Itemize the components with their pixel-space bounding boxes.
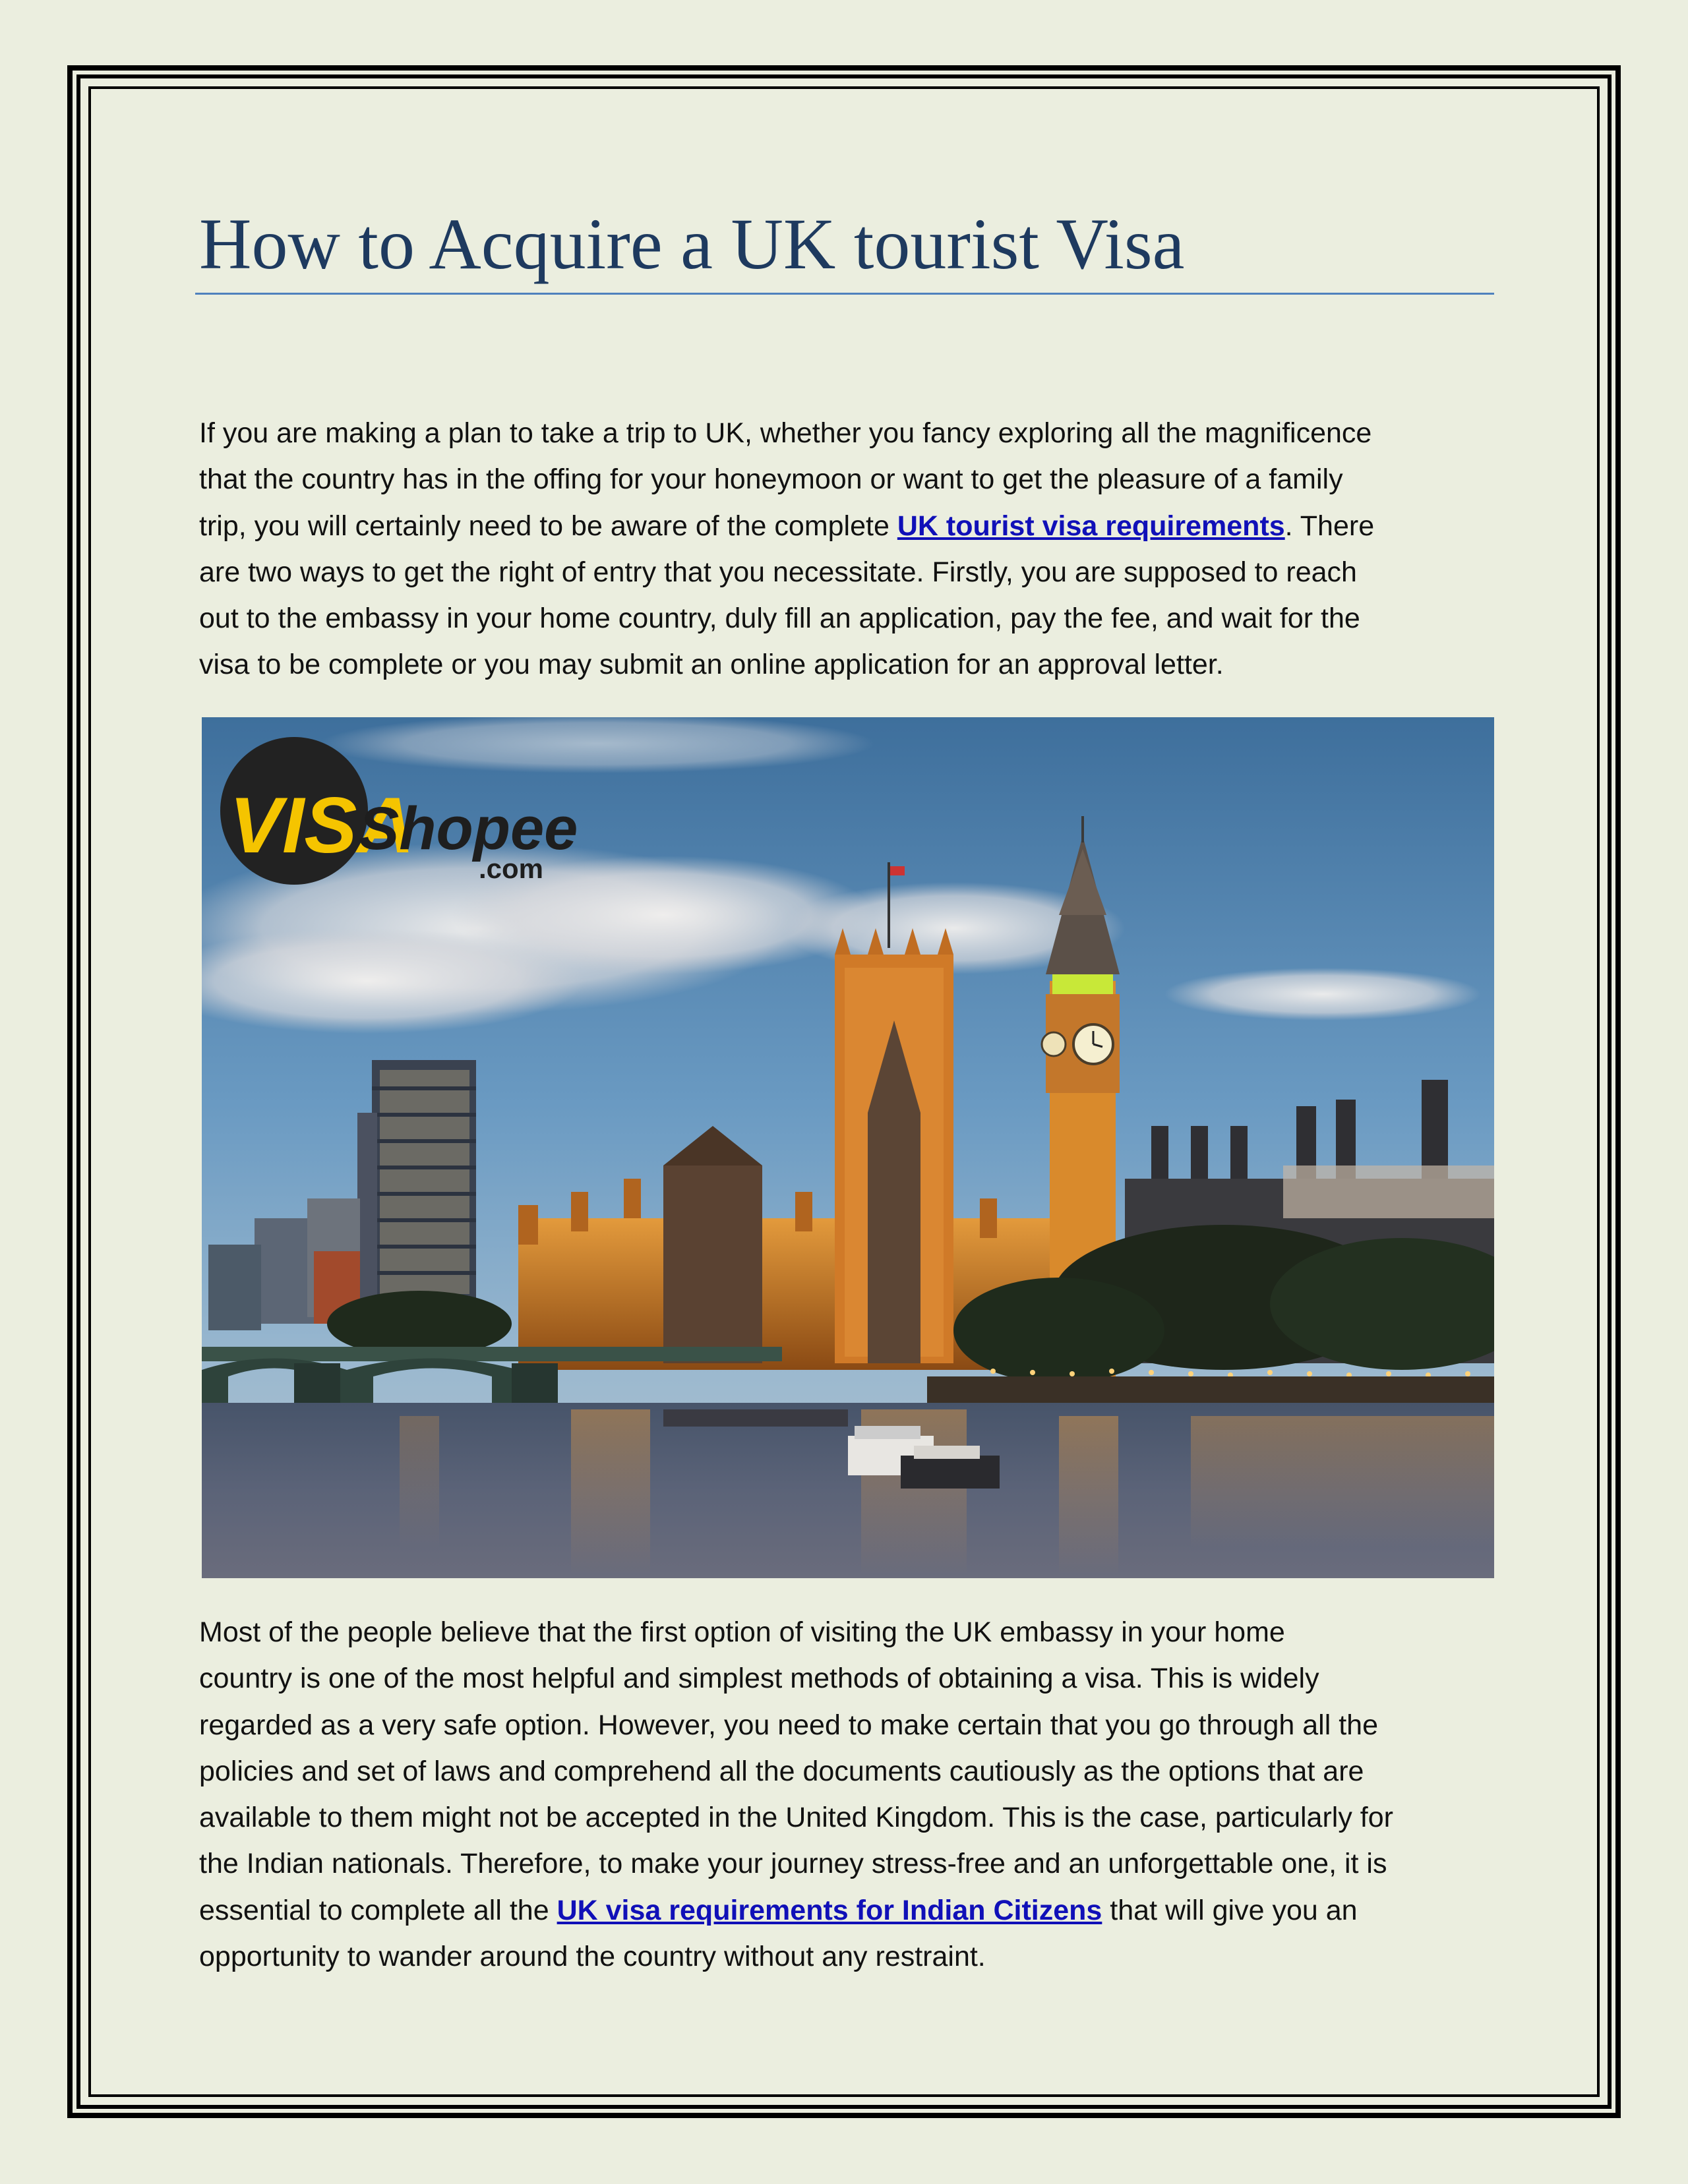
paragraph-line: opportunity to wander around the country without any restraint. xyxy=(199,1941,986,1973)
paragraph-line: out to the embassy in your home country, duly fill an application, pay the fee, and wait for the xyxy=(199,603,1360,635)
paragraph-line: policies and set of laws and comprehend all the documents cautiously as the options that are xyxy=(199,1755,1364,1787)
paragraph-line: that the country has in the offing for your honeymoon or want to get the pleasure of a family xyxy=(199,463,1343,496)
uk-visa-requirements-indian-citizens-link[interactable]: UK visa requirements for Indian Citizens xyxy=(557,1894,1102,1926)
paragraph-text: essential to complete all the xyxy=(199,1894,557,1926)
paragraph-line: Most of the people believe that the first option of visiting the UK embassy in your home xyxy=(199,1616,1285,1648)
intro-paragraph xyxy=(199,410,1505,688)
svg-text:Shopee: Shopee xyxy=(359,795,578,862)
paragraph-line: available to them might not be accepted in the United Kingdom. This is the case, particularly for xyxy=(199,1802,1393,1834)
svg-text:.com: .com xyxy=(479,853,544,884)
page-title: How to Acquire a UK tourist Visa xyxy=(199,204,1185,284)
paragraph-line: country is one of the most helpful and simplest methods of obtaining a visa. This is widely xyxy=(199,1663,1319,1695)
paragraph-text: that will give you an xyxy=(1102,1894,1358,1926)
paragraph-text: trip, you will certainly need to be aware of the complete xyxy=(199,510,897,542)
paragraph-line xyxy=(199,503,1505,549)
title-underline-rule xyxy=(195,293,1494,295)
paragraph-text: . There xyxy=(1284,510,1375,542)
paragraph-line: the Indian nationals. Therefore, to make your journey stress-free and an unforgettable one, it is xyxy=(199,1848,1387,1880)
paragraph-line xyxy=(199,1887,1505,1933)
paragraph-line: visa to be complete or you may submit an online application for an approval letter. xyxy=(199,649,1224,681)
uk-tourist-visa-requirements-link[interactable]: UK tourist visa requirements xyxy=(897,510,1285,542)
embassy-paragraph xyxy=(199,1609,1505,1980)
london-westminster-photo xyxy=(202,717,1494,1578)
paragraph-line: regarded as a very safe option. However, you need to make certain that you go through all the xyxy=(199,1709,1378,1741)
paragraph-line: If you are making a plan to take a trip to UK, whether you fancy exploring all the magnificence xyxy=(199,417,1372,449)
svg-text:VISA: VISA xyxy=(229,781,415,870)
paragraph-line: are two ways to get the right of entry that you necessitate. Firstly, you are supposed to reach xyxy=(199,556,1357,588)
